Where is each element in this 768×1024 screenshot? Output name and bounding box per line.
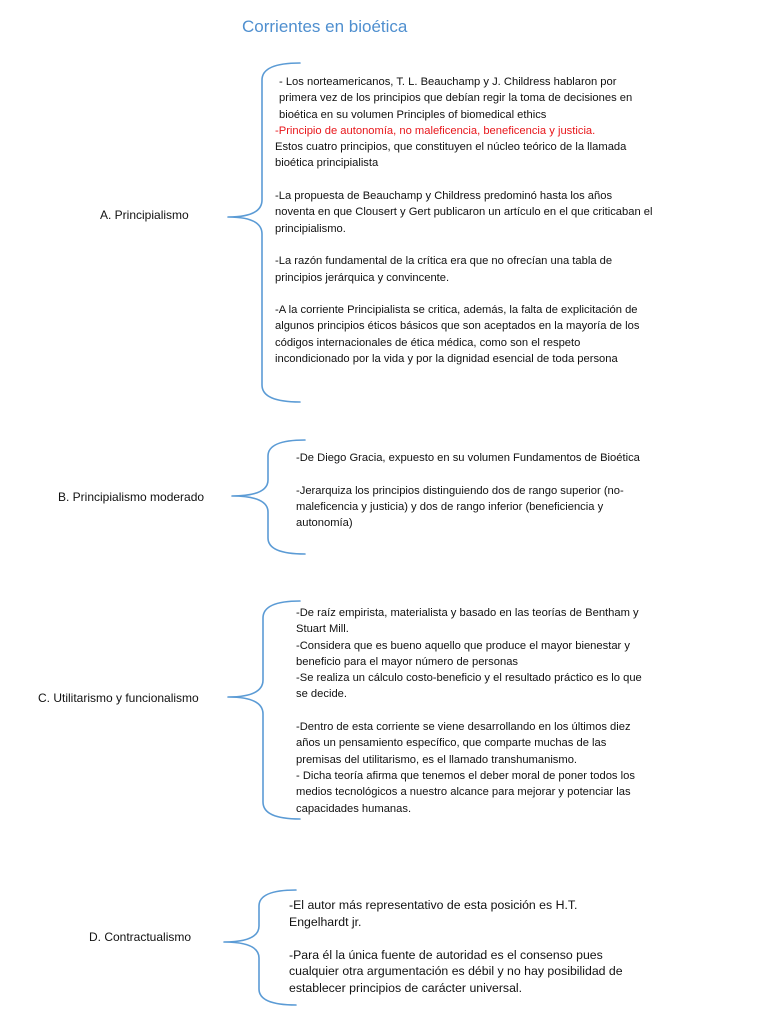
paragraph-principles: -Principio de autonomía, no maleficencia, beneficencia y justicia. xyxy=(275,124,596,137)
section-text-contractualismo xyxy=(289,897,634,996)
section-label-principialismo: A. Principialismo xyxy=(100,208,189,222)
paragraph: -El autor más representativo de esta posición es H.T. Engelhardt jr. xyxy=(289,898,578,929)
section-label-principialismo-moderado: B. Principialismo moderado xyxy=(58,490,205,504)
section-text-principialismo xyxy=(275,74,653,367)
brace-d xyxy=(224,890,296,1005)
paragraph: -Considera que es bueno aquello que produce el mayor bienestar y beneficio para el mayor número de personas xyxy=(296,639,630,668)
paragraph: -De raíz empirista, materialista y basado en las teorías de Bentham y Stuart Mill. xyxy=(296,607,639,636)
section-text-principialismo-moderado xyxy=(296,450,641,531)
page-title: Corrientes en bioética xyxy=(242,17,408,36)
paragraph: -Dentro de esta corriente se viene desarrollando en los últimos diez años un pensamiento específico, que comparte muchas de las premisas del utilitarismo, es el llamado transhumanismo. xyxy=(296,721,631,766)
paragraph: -La razón fundamental de la crítica era que no ofrecían una tabla de principios jerárquica y convincente. xyxy=(275,255,613,284)
section-label-contractualismo: D. Contractualismo xyxy=(89,930,192,944)
paragraph: -Jerarquiza los principios distinguiendo dos de rango superior (no-maleficencia y justicia) y dos de rango inferior (beneficiencia y autonomía) xyxy=(296,484,624,530)
section-label-utilitarismo: C. Utilitarismo y funcionalismo xyxy=(38,691,199,705)
paragraph: -A la corriente Principialista se critica, además, la falta de explicitación de algunos principios éticos básicos que son aceptados en la mayoría de los códigos internacionales de ética médica, como son el respeto incondicionado por la vida y por la dignidad esencial de toda persona xyxy=(275,304,640,366)
brace-c xyxy=(228,601,300,819)
section-text-utilitarismo xyxy=(296,605,652,817)
brace-b xyxy=(232,440,305,554)
paragraph: - Los norteamericanos, T. L. Beauchamp y J. Childress hablaron por primera vez de los principios que debían regir la toma de decisiones en bioética en su volumen Principles of biomedical ethics xyxy=(279,76,633,121)
paragraph: - Dicha teoría afirma que tenemos el deber moral de poner todos los medios tecnológicos a nuestro alcance para mejorar y potenciar las capacidades humanas. xyxy=(296,769,635,815)
paragraph: -De Diego Gracia, expuesto en su volumen Fundamentos de Bioética xyxy=(296,452,640,464)
paragraph: -La propuesta de Beauchamp y Childress predominó hasta los años noventa en que Clousert y Gert publicaron un artículo en el que criticaban el principialismo. xyxy=(275,190,653,235)
paragraph: -Se realiza un cálculo costo-beneficio y el resultado práctico es lo que se decide. xyxy=(296,672,642,701)
paragraph: -Para él la única fuente de autoridad es el consenso pues cualquier otra argumentación es débil y no hay posibilidad de establecer principios de carácter universal. xyxy=(289,947,623,995)
paragraph: Estos cuatro principios, que constituyen el núcleo teórico de la llamada bioética principialista xyxy=(275,141,627,170)
